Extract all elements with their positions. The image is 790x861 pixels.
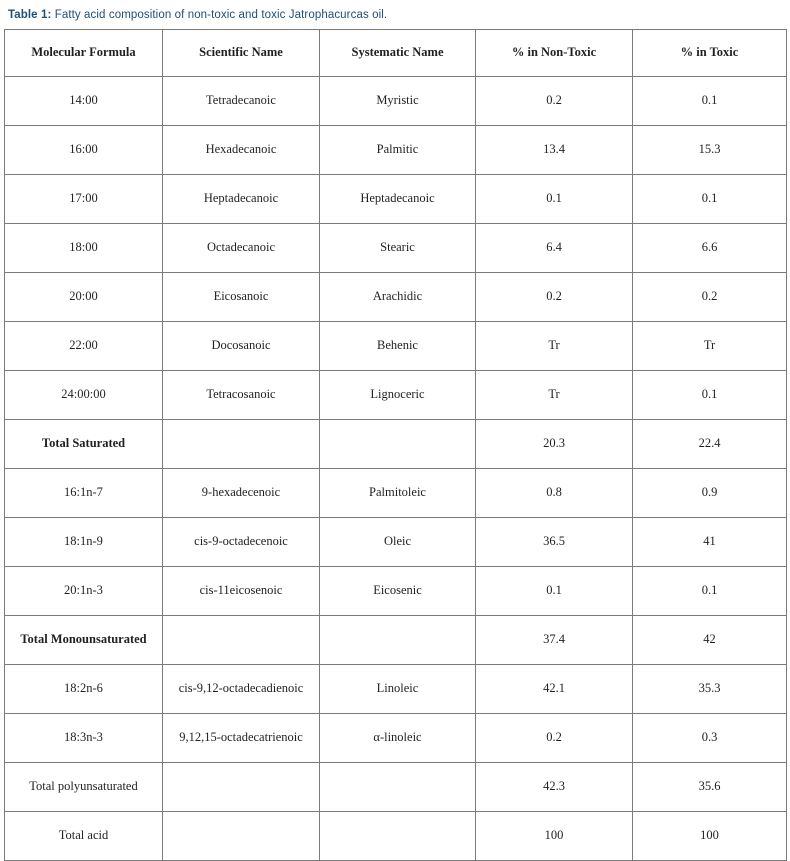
table-row xyxy=(5,811,787,860)
column-header-percent-non-toxic: % in Non-Toxic xyxy=(476,29,633,76)
table-row xyxy=(5,272,787,321)
cell-percent-toxic: 0.3 xyxy=(633,713,787,762)
cell-molecular-formula: Total Saturated xyxy=(5,419,163,468)
cell-systematic-name: Arachidic xyxy=(320,272,476,321)
cell-percent-non-toxic: 0.1 xyxy=(476,566,633,615)
cell-systematic-name: Myristic xyxy=(320,76,476,125)
cell-percent-non-toxic: Tr xyxy=(476,321,633,370)
cell-scientific-name: cis-11eicosenoic xyxy=(163,566,320,615)
caption-text: Fatty acid composition of non-toxic and toxic Jatrophacurcas oil. xyxy=(51,9,388,21)
table-row xyxy=(5,664,787,713)
cell-scientific-name: Hexadecanoic xyxy=(163,125,320,174)
column-header-percent-toxic: % in Toxic xyxy=(633,29,787,76)
cell-systematic-name xyxy=(320,419,476,468)
cell-percent-toxic: 15.3 xyxy=(633,125,787,174)
cell-systematic-name: Heptadecanoic xyxy=(320,174,476,223)
cell-scientific-name: Eicosanoic xyxy=(163,272,320,321)
table-caption xyxy=(4,6,786,29)
cell-percent-non-toxic: 0.2 xyxy=(476,272,633,321)
column-header-scientific-name: Scientific Name xyxy=(163,29,320,76)
cell-percent-toxic: 100 xyxy=(633,811,787,860)
table-row xyxy=(5,76,787,125)
cell-scientific-name: cis-9,12-octadecadienoic xyxy=(163,664,320,713)
cell-scientific-name xyxy=(163,762,320,811)
cell-percent-toxic: 0.1 xyxy=(633,566,787,615)
cell-systematic-name: Oleic xyxy=(320,517,476,566)
table-row xyxy=(5,615,787,664)
cell-scientific-name: 9-hexadecenoic xyxy=(163,468,320,517)
cell-scientific-name: Heptadecanoic xyxy=(163,174,320,223)
cell-systematic-name: Eicosenic xyxy=(320,566,476,615)
cell-percent-toxic: 0.2 xyxy=(633,272,787,321)
cell-systematic-name: Lignoceric xyxy=(320,370,476,419)
cell-scientific-name: Docosanoic xyxy=(163,321,320,370)
cell-percent-toxic: 6.6 xyxy=(633,223,787,272)
cell-percent-toxic: 35.6 xyxy=(633,762,787,811)
table-row xyxy=(5,517,787,566)
cell-percent-toxic: 0.9 xyxy=(633,468,787,517)
cell-percent-non-toxic: 13.4 xyxy=(476,125,633,174)
cell-percent-toxic: 42 xyxy=(633,615,787,664)
cell-scientific-name xyxy=(163,419,320,468)
fatty-acid-composition-table xyxy=(4,29,787,861)
cell-molecular-formula: 18:3n-3 xyxy=(5,713,163,762)
cell-percent-toxic: 41 xyxy=(633,517,787,566)
cell-scientific-name: 9,12,15-octadecatrienoic xyxy=(163,713,320,762)
table-row xyxy=(5,223,787,272)
cell-molecular-formula: Total polyunsaturated xyxy=(5,762,163,811)
cell-systematic-name: Palmitoleic xyxy=(320,468,476,517)
cell-percent-non-toxic: 42.1 xyxy=(476,664,633,713)
cell-percent-non-toxic: 100 xyxy=(476,811,633,860)
table-row xyxy=(5,174,787,223)
cell-molecular-formula: 22:00 xyxy=(5,321,163,370)
cell-percent-non-toxic: 20.3 xyxy=(476,419,633,468)
cell-systematic-name xyxy=(320,811,476,860)
cell-molecular-formula: 18:1n-9 xyxy=(5,517,163,566)
column-header-systematic-name: Systematic Name xyxy=(320,29,476,76)
cell-systematic-name xyxy=(320,615,476,664)
cell-percent-non-toxic: 42.3 xyxy=(476,762,633,811)
cell-systematic-name: Palmitic xyxy=(320,125,476,174)
cell-scientific-name: Octadecanoic xyxy=(163,223,320,272)
table-row xyxy=(5,713,787,762)
table-row xyxy=(5,762,787,811)
cell-molecular-formula: 14:00 xyxy=(5,76,163,125)
cell-molecular-formula: 20:00 xyxy=(5,272,163,321)
cell-molecular-formula: Total Monounsaturated xyxy=(5,615,163,664)
cell-percent-toxic: 35.3 xyxy=(633,664,787,713)
cell-molecular-formula: 16:1n-7 xyxy=(5,468,163,517)
cell-scientific-name: Tetracosanoic xyxy=(163,370,320,419)
cell-percent-non-toxic: 37.4 xyxy=(476,615,633,664)
table-row xyxy=(5,321,787,370)
table-row xyxy=(5,566,787,615)
cell-percent-toxic: 0.1 xyxy=(633,174,787,223)
column-header-molecular-formula: Molecular Formula xyxy=(5,29,163,76)
cell-percent-non-toxic: 0.2 xyxy=(476,76,633,125)
table-body xyxy=(5,76,787,860)
cell-scientific-name: Tetradecanoic xyxy=(163,76,320,125)
table-header xyxy=(5,29,787,76)
cell-systematic-name: α-linoleic xyxy=(320,713,476,762)
cell-molecular-formula: 18:2n-6 xyxy=(5,664,163,713)
cell-percent-toxic: 0.1 xyxy=(633,370,787,419)
caption-label: Table 1: xyxy=(8,9,52,21)
table-row xyxy=(5,370,787,419)
cell-systematic-name xyxy=(320,762,476,811)
cell-percent-non-toxic: 6.4 xyxy=(476,223,633,272)
cell-percent-non-toxic: 0.2 xyxy=(476,713,633,762)
cell-molecular-formula: 24:00:00 xyxy=(5,370,163,419)
cell-systematic-name: Stearic xyxy=(320,223,476,272)
cell-molecular-formula: 17:00 xyxy=(5,174,163,223)
cell-molecular-formula: 16:00 xyxy=(5,125,163,174)
cell-percent-toxic: Tr xyxy=(633,321,787,370)
cell-percent-toxic: 0.1 xyxy=(633,76,787,125)
cell-percent-toxic: 22.4 xyxy=(633,419,787,468)
table-header-row xyxy=(5,29,787,76)
table-row xyxy=(5,468,787,517)
cell-percent-non-toxic: 0.1 xyxy=(476,174,633,223)
cell-molecular-formula: 18:00 xyxy=(5,223,163,272)
table-row xyxy=(5,125,787,174)
cell-molecular-formula: 20:1n-3 xyxy=(5,566,163,615)
cell-percent-non-toxic: Tr xyxy=(476,370,633,419)
cell-systematic-name: Behenic xyxy=(320,321,476,370)
cell-scientific-name: cis-9-octadecenoic xyxy=(163,517,320,566)
cell-molecular-formula: Total acid xyxy=(5,811,163,860)
cell-percent-non-toxic: 0.8 xyxy=(476,468,633,517)
cell-systematic-name: Linoleic xyxy=(320,664,476,713)
table-row xyxy=(5,419,787,468)
cell-scientific-name xyxy=(163,615,320,664)
cell-percent-non-toxic: 36.5 xyxy=(476,517,633,566)
cell-scientific-name xyxy=(163,811,320,860)
